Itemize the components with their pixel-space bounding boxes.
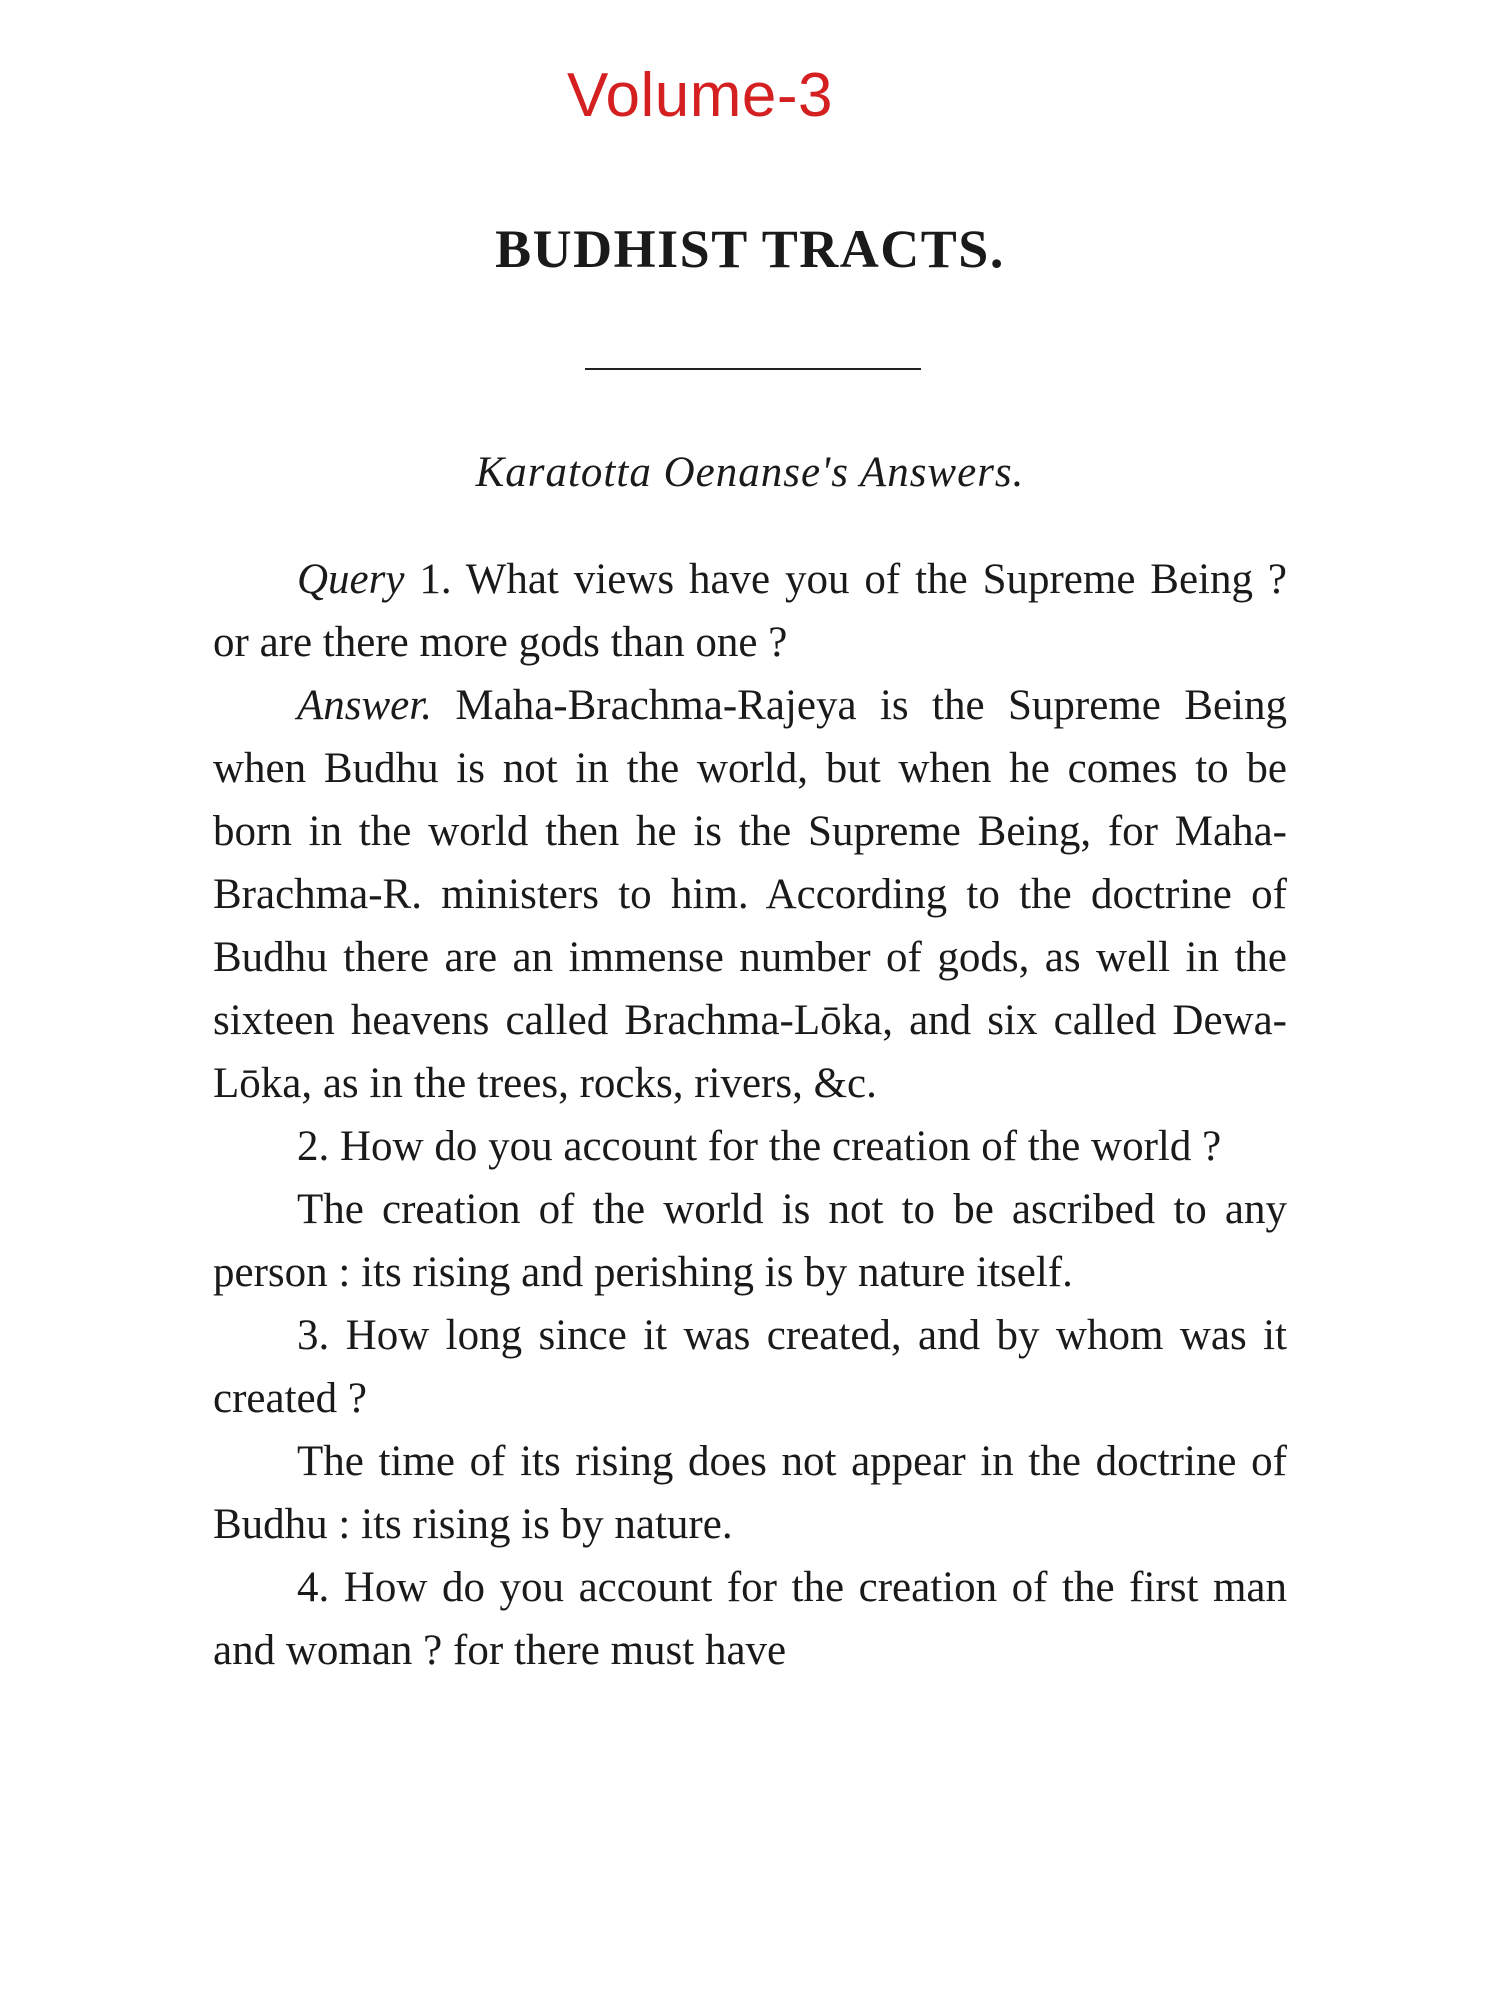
paragraph-answer-2: [213, 1178, 1287, 1304]
paragraph-text: The creation of the world is not to be ascribed to any person : its rising and perishing is by nature itself.: [213, 1186, 1287, 1296]
paragraph-query-4: [213, 1556, 1287, 1682]
paragraph-text: Maha-Brachma-Rajeya is the Supreme Being when Budhu is not in the world, but when he comes to be born in the world then he is the Supreme Being, for Maha-Brachma-R. ministers to him. According to the doctrine of Budhu there are an immense number of gods, as well in the sixteen heavens called Brachma-Lōka, and six called Dewa-Lōka, as in the trees, rocks, rivers, &c.: [213, 682, 1287, 1107]
volume-label: Volume-3: [567, 61, 833, 130]
paragraph-text: 4. How do you account for the creation of the first man and woman ? for there must have: [213, 1564, 1287, 1674]
paragraph-text: The time of its rising does not appear in the doctrine of Budhu : its rising is by nature.: [213, 1438, 1287, 1548]
paragraph-text: 3. How long since it was created, and by whom was it created ?: [213, 1312, 1287, 1422]
paragraph-label: Query: [297, 556, 405, 603]
body-text: [213, 548, 1287, 1682]
paragraph-query-1: [213, 548, 1287, 674]
paragraph-text: 1. What views have you of the Supreme Being ? or are there more gods than one ?: [213, 556, 1288, 666]
paragraph-label: Answer.: [297, 682, 432, 729]
section-heading: Karatotta Oenanse's Answers.: [475, 449, 1025, 496]
paragraph-query-3: [213, 1304, 1287, 1430]
paragraph-query-2: [213, 1115, 1287, 1178]
title-divider: [585, 368, 921, 370]
paragraph-answer-3: [213, 1430, 1287, 1556]
paragraph-text: 2. How do you account for the creation of the world ?: [297, 1123, 1222, 1170]
page-title: BUDHIST TRACTS.: [495, 219, 1005, 279]
paragraph-answer-1: [213, 674, 1287, 1115]
